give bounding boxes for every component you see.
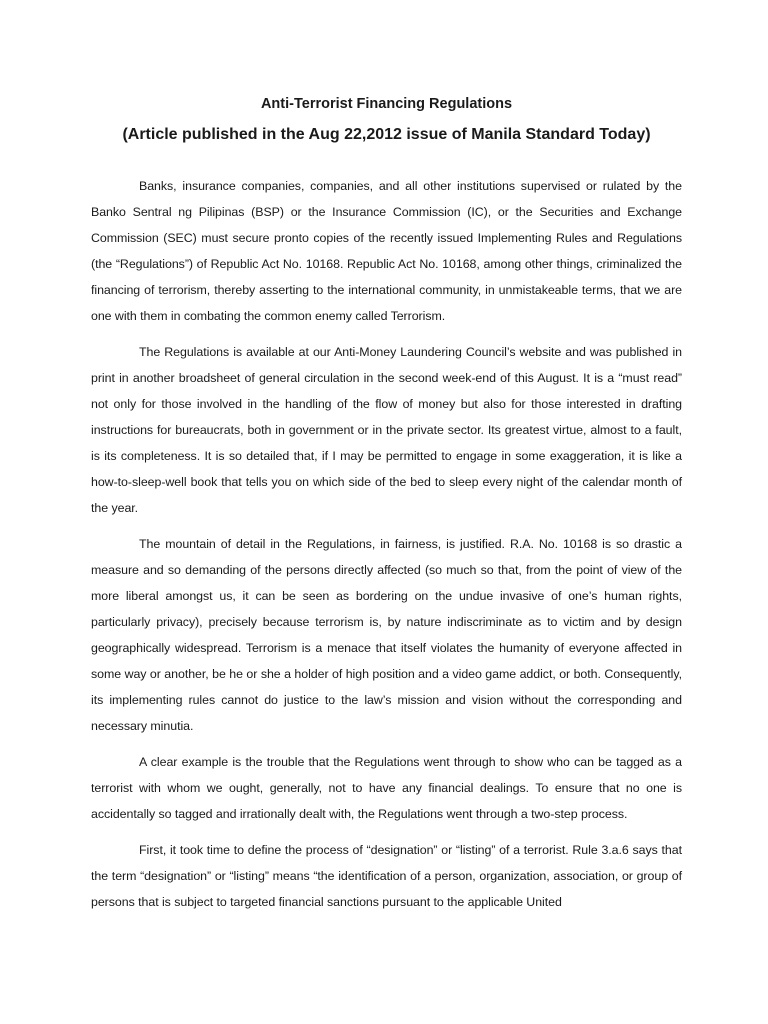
paragraph-2: The Regulations is available at our Anti-Money Laundering Council’s website and was published in print in another broadsheet of general circulation in the second week-end of this August. It is a “must read” not only for those involved in the handling of the flow of money but also for those interested in drafting instructions for bureaucrats, both in government or in the private sector. Its greatest virtue, almost to a fault, is its completeness. It is so detailed that, if I may be permitted to engage in some exaggeration, it is like a how-to-sleep-well book that tells you on which side of the bed to sleep every night of the calendar month of the year. xyxy=(91,345,682,515)
paragraph-4: A clear example is the trouble that the Regulations went through to show who can be tagged as a terrorist with whom we ought, generally, not to have any financial dealings. To ensure that no one is accidentally so tagged and irrationally dealt with, the Regulations went through a two-step process. xyxy=(91,755,682,821)
paragraph-5: First, it took time to define the process of “designation” or “listing” of a terrorist. Rule 3.a.6 says that the term “designation” or “listing” means “the identification of a person, organization, association, or group of persons that is subject to targeted financial sanctions pursuant to the applicable United xyxy=(91,843,682,909)
paragraph-1: Banks, insurance companies, companies, and all other institutions supervised or rulated by the Banko Sentral ng Pilipinas (BSP) or the Insurance Commission (IC), or the Securities and Exchange Commission (SEC) must secure pronto copies of the recently issued Implementing Rules and Regulations (the “Regulations”) of Republic Act No. 10168. Republic Act No. 10168, among other things, criminalized the financing of terrorism, thereby asserting to the international community, in unmistakeable terms, that we are one with them in combating the common enemy called Terrorism. xyxy=(91,179,682,323)
document-title: Anti-Terrorist Financing Regulations xyxy=(260,96,513,112)
document-subtitle: (Article published in the Aug 22,2012 issue of Manila Standard Today) xyxy=(122,126,651,143)
paragraph-3: The mountain of detail in the Regulations, in fairness, is justified. R.A. No. 10168 is so drastic a measure and so demanding of the persons directly affected (so much so that, from the point of view of the more liberal amongst us, it can be seen as bordering on the undue invasive of one’s human rights, particularly privacy), precisely because terrorism is, by nature indiscriminate as to victim and by design geographically widespread. Terrorism is a menace that itself violates the humanity of everyone affected in some way or another, be he or she a holder of high position and a video game addict, or both. Consequently, its implementing rules cannot do justice to the law’s mission and vision without the corresponding and necessary minutia. xyxy=(91,537,682,733)
article-body xyxy=(91,173,682,915)
